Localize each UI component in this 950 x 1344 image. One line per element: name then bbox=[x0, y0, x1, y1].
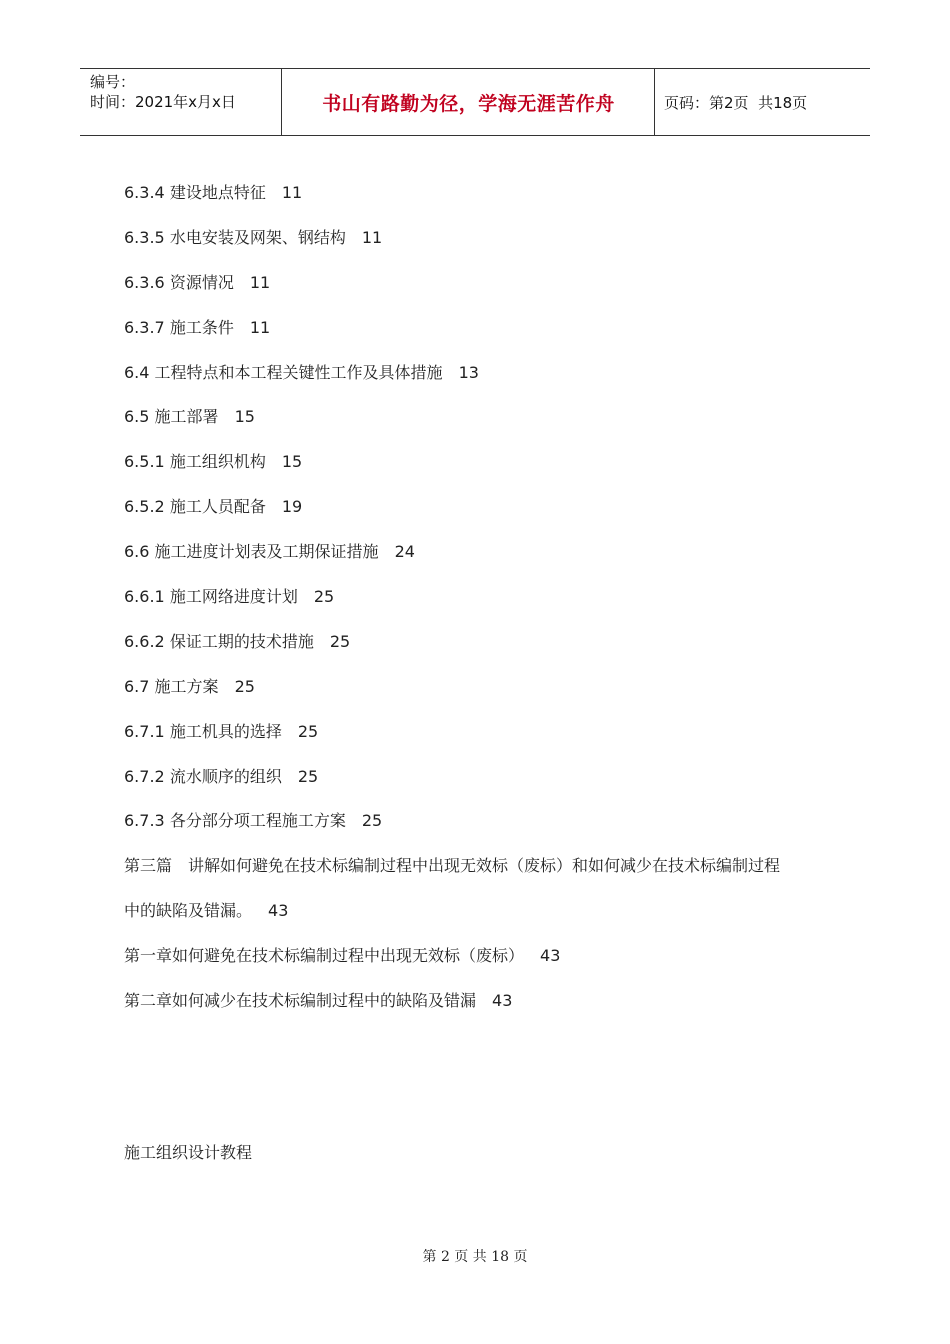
toc-entry-page: 25 bbox=[329, 631, 351, 651]
toc-entry-number: 6.5 bbox=[124, 407, 150, 427]
toc-entry[interactable] bbox=[124, 216, 824, 261]
toc-entry-number: 6.3.6 bbox=[124, 272, 165, 292]
toc-entry[interactable] bbox=[124, 485, 824, 530]
toc-entry[interactable] bbox=[124, 979, 824, 1024]
toc-entry-title: 建设地点特征 bbox=[169, 183, 266, 202]
toc-entry[interactable] bbox=[124, 261, 824, 306]
toc-entry-number: 6.4 bbox=[124, 362, 150, 382]
toc-entry-page: 43 bbox=[268, 901, 289, 921]
toc-entry[interactable] bbox=[124, 351, 824, 396]
toc-entry-title: 施工进度计划表及工期保证措施 bbox=[154, 542, 379, 562]
toc-entry-number: 6.7.1 bbox=[124, 721, 165, 741]
toc-entry[interactable] bbox=[124, 665, 824, 710]
toc-entry-title: 工程特点和本工程关键性工作及具体措施 bbox=[154, 362, 443, 382]
toc-entry-number: 6.6.1 bbox=[124, 587, 165, 607]
toc-entry-page: 15 bbox=[281, 452, 303, 472]
toc-entry-title: 施工部署 bbox=[154, 407, 219, 427]
toc-entry-number: 6.3.4 bbox=[124, 183, 165, 202]
toc-entry-title: 第二章如何减少在技术标编制过程中的缺陷及错漏 bbox=[124, 991, 477, 1011]
toc-entry[interactable] bbox=[124, 799, 824, 844]
toc-entry-number: 6.7 bbox=[124, 676, 150, 696]
toc-entry-page: 25 bbox=[313, 587, 335, 607]
toc-entry-number: 6.6.2 bbox=[124, 631, 165, 651]
toc-entry-page: 25 bbox=[297, 766, 319, 786]
header-divider bbox=[654, 69, 655, 135]
toc-entry-title: 施工方案 bbox=[154, 676, 219, 696]
toc-entry-title: 第一章如何避免在技术标编制过程中出现无效标（废标） bbox=[124, 946, 525, 966]
code-label: 编号： bbox=[90, 73, 136, 91]
toc-entry[interactable] bbox=[124, 755, 824, 800]
toc-entry-title: 施工机具的选择 bbox=[169, 721, 282, 741]
toc-entry-title: 中的缺陷及错漏。 bbox=[124, 901, 253, 921]
toc-entry-page: 25 bbox=[234, 676, 255, 696]
toc-entry[interactable] bbox=[124, 306, 824, 351]
toc-entry-title: 各分部分项工程施工方案 bbox=[169, 811, 346, 831]
toc-entry[interactable] bbox=[124, 889, 824, 934]
toc-entry-page: 25 bbox=[361, 811, 383, 831]
toc-entry[interactable] bbox=[124, 440, 824, 485]
toc-entry-title: 施工人员配备 bbox=[169, 497, 266, 517]
toc-entry-title: 流水顺序的组织 bbox=[169, 766, 282, 786]
page-footer: 第 2 页 共 18 页 bbox=[422, 1249, 528, 1265]
table-of-contents bbox=[124, 171, 824, 1024]
toc-entry-page: 11 bbox=[249, 317, 271, 337]
toc-entry-title: 施工网络进度计划 bbox=[169, 587, 298, 607]
toc-entry-number: 6.3.7 bbox=[124, 317, 165, 337]
toc-entry-page: 13 bbox=[458, 362, 479, 382]
toc-entry-page: 19 bbox=[281, 497, 303, 517]
toc-entry-page: 43 bbox=[492, 991, 513, 1011]
toc-entry-title: 施工条件 bbox=[169, 317, 234, 337]
toc-entry-number: 6.5.2 bbox=[124, 497, 165, 517]
page-header bbox=[80, 68, 870, 136]
toc-entry-page: 24 bbox=[394, 542, 415, 562]
toc-entry-page: 25 bbox=[297, 721, 319, 741]
toc-entry-title: 施工组织机构 bbox=[169, 452, 266, 472]
toc-entry-number: 6.7.2 bbox=[124, 766, 165, 786]
toc-entry-number: 6.6 bbox=[124, 542, 150, 562]
toc-entry-title: 资源情况 bbox=[169, 272, 234, 292]
header-meta bbox=[90, 72, 236, 112]
toc-entry-page: 11 bbox=[249, 272, 271, 292]
header-motto: 书山有路勤为径，学海无涯苦作舟 bbox=[322, 92, 615, 115]
toc-entry-page: 11 bbox=[281, 183, 303, 202]
document-title-note: 施工组织设计教程 bbox=[124, 1143, 253, 1162]
toc-entry-number: 6.5.1 bbox=[124, 452, 165, 472]
toc-entry[interactable] bbox=[124, 575, 824, 620]
toc-entry[interactable] bbox=[124, 934, 824, 979]
toc-entry-title: 保证工期的技术措施 bbox=[169, 631, 314, 651]
toc-entry-number: 6.3.5 bbox=[124, 227, 165, 247]
toc-entry-title: 第三篇 讲解如何避免在技术标编制过程中出现无效标（废标）和如何减少在技术标编制过程 bbox=[124, 856, 781, 876]
toc-entry[interactable] bbox=[124, 171, 824, 216]
toc-entry[interactable] bbox=[124, 620, 824, 665]
header-page-info: 页码：第2页 共18页 bbox=[664, 93, 808, 112]
toc-entry-title: 水电安装及网架、钢结构 bbox=[169, 227, 346, 247]
toc-entry[interactable] bbox=[124, 530, 824, 575]
toc-entry[interactable] bbox=[124, 395, 824, 440]
toc-entry[interactable] bbox=[124, 844, 824, 889]
date-line: 时间：2021年x月x日 bbox=[90, 93, 236, 111]
toc-entry-number: 6.7.3 bbox=[124, 811, 165, 831]
toc-entry-page: 43 bbox=[540, 946, 561, 966]
toc-entry[interactable] bbox=[124, 710, 824, 755]
toc-entry-page: 11 bbox=[361, 227, 383, 247]
toc-entry-page: 15 bbox=[234, 407, 255, 427]
